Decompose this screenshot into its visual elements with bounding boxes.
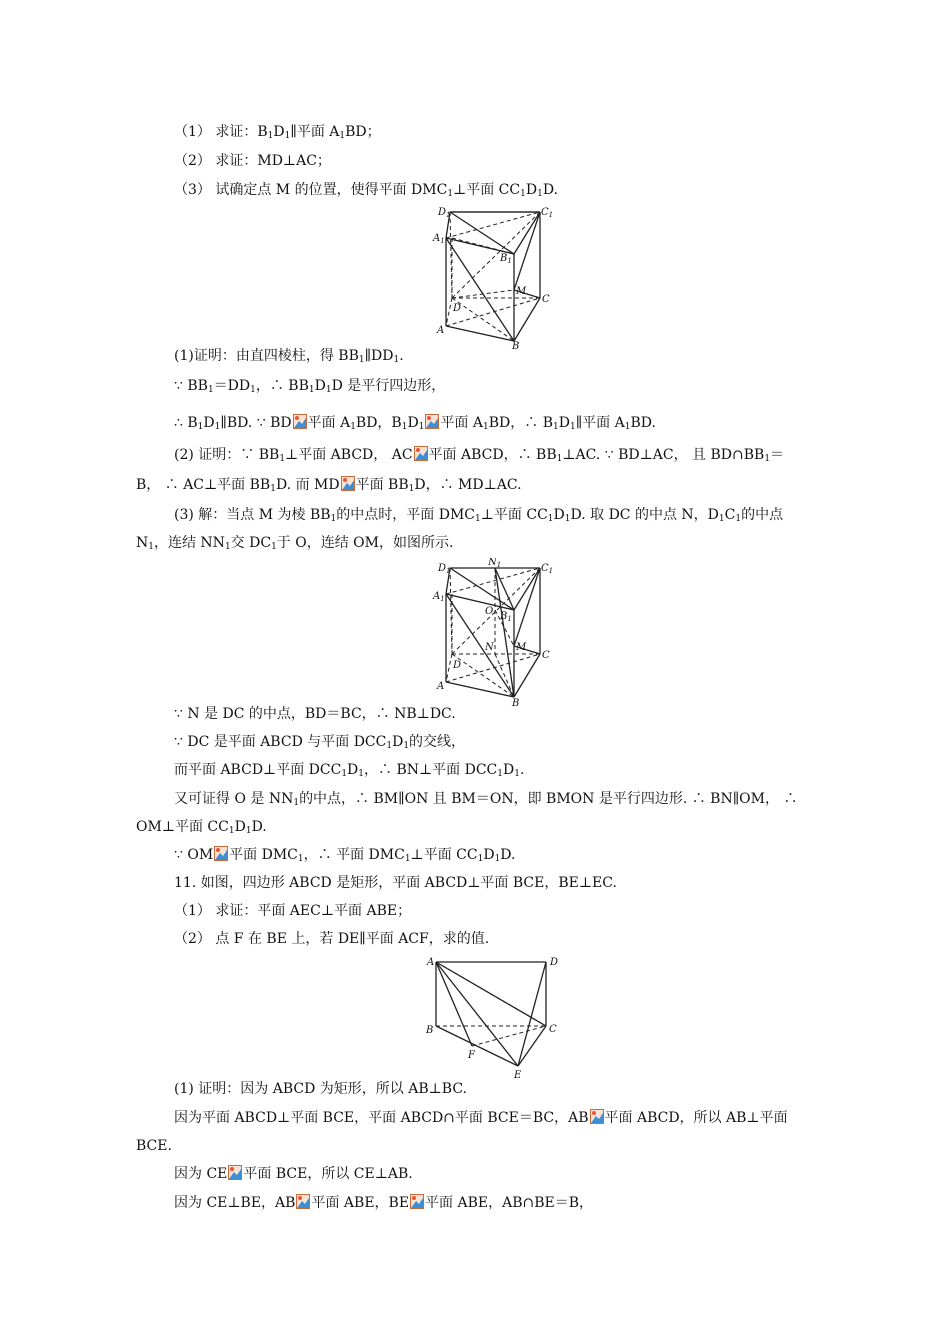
subscript: 1 bbox=[341, 769, 348, 779]
text-line-p9 bbox=[174, 505, 783, 529]
text-segment: ⊥平面 CC bbox=[480, 507, 548, 523]
text-segment: ，∴ 平面 DMC bbox=[303, 847, 405, 863]
text-line-p23 bbox=[174, 1164, 413, 1184]
text-segment: OM⊥平面 CC bbox=[136, 819, 229, 835]
subscript: 1 bbox=[224, 542, 231, 552]
text-segment: D，∴ MD⊥AC. bbox=[414, 477, 522, 493]
text-segment: ，∴ BN⊥平面 DCC bbox=[364, 762, 498, 778]
text-line-p1 bbox=[174, 122, 381, 146]
text-segment: 于 O，连结 OM，如图所示. bbox=[276, 535, 454, 551]
text-segment: 平面 ABE，AB∩BE＝B， bbox=[425, 1195, 594, 1211]
label-D1: $D_1$ bbox=[438, 207, 451, 219]
text-segment: ，∴ BB bbox=[255, 378, 309, 394]
text-segment: ∵ DC 是平面 ABCD 与平面 DCC bbox=[174, 734, 387, 750]
label-B1: $B_1$ bbox=[500, 253, 512, 265]
text-line-p11 bbox=[174, 704, 456, 724]
subscript: 1 bbox=[386, 741, 393, 751]
subscript: 1 bbox=[556, 454, 563, 464]
label-A1: $A_1$ bbox=[433, 591, 445, 603]
text-line-p20 bbox=[174, 1079, 467, 1099]
text-segment: . bbox=[399, 348, 404, 364]
text-segment: (1)证明：由直四棱柱，得 BB bbox=[174, 348, 359, 364]
text-segment: D. bbox=[500, 847, 516, 863]
text-segment: D bbox=[525, 182, 538, 198]
text-segment: 平面 BB bbox=[355, 477, 409, 493]
text-segment: BD，B bbox=[355, 415, 402, 431]
label-N: N bbox=[485, 642, 494, 653]
text-segment: D bbox=[407, 415, 419, 431]
embedded-image-icon bbox=[296, 1194, 310, 1209]
subscript: 1 bbox=[718, 514, 725, 524]
text-segment: D. 而 MD bbox=[275, 477, 340, 493]
text-segment: ∵ N 是 DC 的中点，BD＝BC，∴ NB⊥DC. bbox=[174, 706, 456, 722]
subscript: 1 bbox=[325, 385, 332, 395]
text-segment: 的中点 bbox=[741, 507, 784, 523]
subscript: 1 bbox=[735, 514, 742, 524]
text-segment: ⊥平面 CC bbox=[410, 847, 478, 863]
text-segment: D bbox=[483, 847, 495, 863]
subscript: 1 bbox=[358, 355, 365, 365]
text-line-p8 bbox=[136, 475, 522, 499]
text-line-p7 bbox=[174, 445, 784, 469]
text-segment: 平面 A bbox=[440, 415, 483, 431]
subscript: 1 bbox=[279, 454, 286, 464]
text-segment: ⊥平面 ABCD， AC bbox=[285, 447, 413, 463]
subscript: 1 bbox=[148, 542, 154, 552]
text-segment: D. bbox=[251, 819, 267, 835]
text-segment: D bbox=[558, 415, 570, 431]
prism-figure-2 bbox=[430, 558, 560, 712]
text-segment: 因为 CE bbox=[174, 1166, 228, 1182]
embedded-image-icon bbox=[293, 414, 307, 429]
text-segment: D bbox=[234, 819, 246, 835]
text-segment: D bbox=[203, 415, 215, 431]
text-segment: D bbox=[314, 378, 326, 394]
subscript: 1 bbox=[330, 514, 337, 524]
subscript: 1 bbox=[403, 741, 410, 751]
text-segment: D 是平行四边形， bbox=[331, 378, 446, 394]
text-segment: （1） 求证：平面 AEC⊥平面 ABE； bbox=[174, 903, 412, 919]
text-segment: 平面 ABE，BE bbox=[311, 1195, 410, 1211]
text-segment: ⊥AC. ∵ BD⊥AC， 且 BD∩BB bbox=[562, 447, 765, 463]
text-line-p3 bbox=[174, 180, 558, 204]
label-F: F bbox=[468, 1050, 475, 1061]
text-segment: . bbox=[519, 762, 525, 778]
text-line-p18 bbox=[174, 901, 411, 921]
label-N1: $N_1$ bbox=[488, 558, 502, 569]
subscript: 1 bbox=[547, 514, 554, 524]
text-segment: 的交线， bbox=[409, 734, 466, 750]
text-segment: （3） 试确定点 M 的位置，使得平面 DMC bbox=[174, 182, 448, 198]
label-B: B bbox=[512, 698, 520, 708]
text-segment: D bbox=[273, 124, 285, 140]
text-segment: 平面 A bbox=[307, 415, 351, 431]
text-segment: 因为 CE⊥BE，AB bbox=[174, 1195, 296, 1211]
text-segment: B， ∴ AC⊥平面 BB bbox=[136, 477, 271, 493]
subscript: 1 bbox=[297, 854, 304, 864]
subscript: 1 bbox=[475, 514, 481, 524]
subscript: 1 bbox=[494, 854, 501, 864]
text-line-p24 bbox=[174, 1193, 593, 1213]
label-D: D bbox=[550, 957, 559, 968]
subscript: 1 bbox=[514, 769, 520, 779]
text-segment: D. 取 DC 的中点 N，D bbox=[570, 507, 719, 523]
text-segment: （2） 求证：MD⊥AC； bbox=[174, 153, 331, 169]
subscript: 1 bbox=[497, 769, 504, 779]
text-line-p6 bbox=[174, 413, 656, 437]
text-line-p19 bbox=[174, 929, 489, 949]
text-segment: D bbox=[553, 507, 565, 523]
text-segment: C bbox=[724, 507, 736, 523]
subscript: 1 bbox=[401, 422, 408, 432]
label-C1: $C_1$ bbox=[541, 563, 554, 575]
embedded-image-icon bbox=[228, 1165, 242, 1180]
text-segment: BD，∴ B bbox=[488, 415, 553, 431]
text-line-p12 bbox=[174, 732, 465, 756]
text-line-p2 bbox=[174, 151, 331, 171]
subscript: 1 bbox=[207, 385, 214, 395]
subscript: 1 bbox=[270, 484, 276, 494]
label-A: A bbox=[437, 681, 445, 692]
text-segment: ∥平面 A bbox=[290, 124, 340, 140]
label-M: M bbox=[516, 286, 527, 297]
text-line-p5 bbox=[174, 376, 445, 400]
embedded-image-icon bbox=[341, 476, 355, 491]
text-segment: D bbox=[392, 734, 404, 750]
subscript: 1 bbox=[293, 798, 300, 808]
subscript: 1 bbox=[214, 422, 221, 432]
subscript: 1 bbox=[418, 422, 425, 432]
subscript: 1 bbox=[564, 514, 571, 524]
text-segment: ∵ BB bbox=[174, 378, 208, 394]
label-B: B bbox=[426, 1025, 434, 1036]
text-segment: N bbox=[136, 535, 149, 551]
text-segment: ∥BD. ∵ BD bbox=[220, 415, 292, 431]
text-segment: 平面 DMC bbox=[229, 847, 298, 863]
text-segment: BCE. bbox=[136, 1138, 172, 1154]
label-E: E bbox=[514, 1070, 522, 1081]
label-C: C bbox=[542, 650, 550, 661]
text-segment: 11. 如图，四边形 ABCD 是矩形，平面 ABCD⊥平面 BCE，BE⊥EC. bbox=[174, 875, 617, 891]
subscript: 1 bbox=[520, 189, 526, 199]
subscript: 1 bbox=[537, 189, 543, 199]
label-A1: $A_1$ bbox=[433, 233, 445, 245]
text-segment: 因为平面 ABCD⊥平面 BCE，平面 ABCD∩平面 BCE＝BC，AB bbox=[174, 1110, 589, 1126]
text-line-p16 bbox=[174, 845, 515, 869]
text-line-p4 bbox=[174, 346, 404, 370]
text-segment: ∵ OM bbox=[174, 847, 214, 863]
label-M: M bbox=[516, 642, 527, 653]
text-segment: 的中点时，平面 DMC bbox=[336, 507, 476, 523]
text-segment: ∥DD bbox=[364, 348, 394, 364]
text-segment: （1） 求证：B bbox=[174, 124, 268, 140]
text-segment: 又可证得 O 是 NN bbox=[174, 791, 294, 807]
prism-figure-1 bbox=[430, 202, 560, 354]
embedded-image-icon bbox=[414, 446, 428, 461]
subscript: 1 bbox=[483, 422, 489, 432]
embedded-image-icon bbox=[214, 846, 228, 861]
subscript: 1 bbox=[764, 454, 771, 464]
subscript: 1 bbox=[197, 422, 204, 432]
label-C1: $C_1$ bbox=[541, 207, 554, 219]
subscript: 1 bbox=[569, 422, 576, 432]
subscript: 1 bbox=[350, 422, 356, 432]
text-segment: D. bbox=[542, 182, 558, 198]
text-segment: 交 DC bbox=[230, 535, 272, 551]
subscript: 1 bbox=[271, 542, 277, 552]
text-segment: D bbox=[503, 762, 515, 778]
text-segment: (2) 证明：∵ BB bbox=[174, 447, 280, 463]
text-line-p14 bbox=[174, 789, 797, 813]
text-segment: ⊥平面 CC bbox=[453, 182, 521, 198]
text-segment: ，连结 NN bbox=[153, 535, 225, 551]
subscript: 1 bbox=[393, 355, 400, 365]
label-D: D bbox=[453, 660, 462, 671]
subscript: 1 bbox=[339, 131, 346, 141]
subscript: 1 bbox=[477, 854, 484, 864]
label-D1: $D_1$ bbox=[438, 563, 451, 575]
text-segment: 而平面 ABCD⊥平面 DCC bbox=[174, 762, 342, 778]
subscript: 1 bbox=[267, 131, 274, 141]
subscript: 1 bbox=[408, 484, 415, 494]
label-C: C bbox=[549, 1024, 557, 1035]
label-B1: $B_1$ bbox=[500, 611, 512, 623]
subscript: 1 bbox=[228, 826, 235, 836]
label-B: B bbox=[512, 341, 520, 350]
subscript: 1 bbox=[447, 189, 454, 199]
text-segment: (3) 解：当点 M 为棱 BB bbox=[174, 507, 331, 523]
subscript: 1 bbox=[245, 826, 252, 836]
text-segment: 平面 BCE，所以 CE⊥AB. bbox=[243, 1166, 413, 1182]
label-C: C bbox=[542, 294, 550, 305]
label-A: A bbox=[427, 957, 435, 968]
text-segment: BD. bbox=[630, 415, 656, 431]
text-segment: ＝ bbox=[770, 447, 785, 463]
text-segment: （2） 点 F 在 BE 上，若 DE∥平面 ACF，求的值. bbox=[174, 931, 490, 947]
subscript: 1 bbox=[404, 854, 411, 864]
text-line-p21 bbox=[174, 1108, 788, 1128]
text-line-p22 bbox=[136, 1136, 172, 1156]
text-segment: D bbox=[347, 762, 359, 778]
subscript: 1 bbox=[284, 131, 291, 141]
label-A: A bbox=[437, 325, 445, 336]
text-segment: 的中点，∴ BM∥ON 且 BM＝ON，即 BMON 是平行四边形. ∴ BN∥OM， ∴ bbox=[299, 791, 798, 807]
text-segment: ＝DD bbox=[213, 378, 251, 394]
subscript: 1 bbox=[308, 385, 315, 395]
subscript: 1 bbox=[250, 385, 256, 395]
text-segment: BD； bbox=[345, 124, 381, 140]
text-line-p15 bbox=[136, 817, 267, 841]
text-segment: 平面 ABCD，所以 AB⊥平面 bbox=[604, 1110, 788, 1126]
text-line-p13 bbox=[174, 760, 524, 784]
embedded-image-icon bbox=[425, 414, 439, 429]
text-segment: ∴ B bbox=[174, 415, 198, 431]
subscript: 1 bbox=[358, 769, 365, 779]
text-segment: ∥平面 A bbox=[575, 415, 625, 431]
embedded-image-icon bbox=[590, 1109, 604, 1124]
text-line-p17 bbox=[174, 873, 617, 893]
subscript: 1 bbox=[624, 422, 631, 432]
text-segment: 平面 ABCD，∴ BB bbox=[428, 447, 557, 463]
rectangle-figure-3 bbox=[420, 952, 570, 1088]
label-O: O bbox=[485, 606, 494, 617]
text-segment: (1) 证明：因为 ABCD 为矩形，所以 AB⊥BC. bbox=[174, 1081, 468, 1097]
text-line-p10 bbox=[136, 533, 453, 557]
label-D: D bbox=[453, 303, 462, 314]
embedded-image-icon bbox=[410, 1194, 424, 1209]
subscript: 1 bbox=[553, 422, 559, 432]
